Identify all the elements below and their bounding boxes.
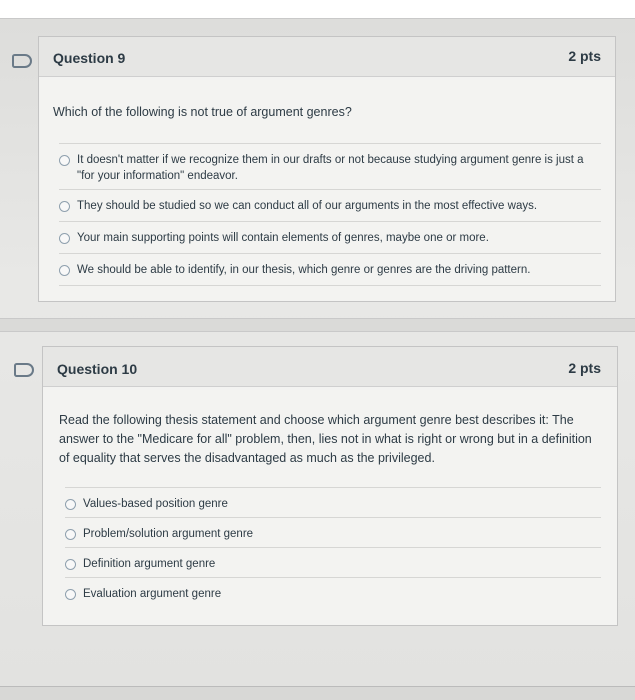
question-9-answer-1[interactable] bbox=[59, 143, 601, 187]
question-10-answer-1[interactable] bbox=[65, 487, 601, 517]
question-10-answer-3[interactable] bbox=[65, 547, 601, 577]
previous-question-edge bbox=[0, 0, 635, 19]
radio-button-icon[interactable] bbox=[59, 201, 70, 212]
question-10-card bbox=[42, 346, 618, 626]
question-9-prompt: Which of the following is not true of argument genres? bbox=[53, 105, 352, 119]
question-9-header bbox=[39, 37, 615, 77]
question-10-points: 2 pts bbox=[568, 360, 601, 376]
radio-button-icon[interactable] bbox=[59, 233, 70, 244]
radio-button-icon[interactable] bbox=[59, 155, 70, 166]
answer-label: Your main supporting points will contain elements of genres, maybe one or more. bbox=[77, 232, 489, 244]
answer-label: Evaluation argument genre bbox=[83, 588, 222, 600]
question-10-answer-2[interactable] bbox=[65, 517, 601, 547]
flag-question-9-icon[interactable] bbox=[12, 54, 32, 68]
question-9-answer-4[interactable] bbox=[59, 253, 601, 285]
radio-button-icon[interactable] bbox=[65, 529, 76, 540]
divider bbox=[59, 285, 601, 286]
answer-label: It doesn't matter if we recognize them in our drafts or not because studying argument genre is just a "for your information" endeavor. bbox=[77, 154, 584, 182]
question-9-points: 2 pts bbox=[568, 48, 601, 64]
radio-button-icon[interactable] bbox=[65, 499, 76, 510]
next-question-edge bbox=[0, 686, 635, 700]
question-separator bbox=[0, 318, 635, 332]
question-9-answer-3[interactable] bbox=[59, 221, 601, 253]
question-10-prompt: Read the following thesis statement and choose which argument genre best describes it: The answer to the "Medicare for all" problem, then, lies not in what is right or wrong but in a definition of equality that serves the disadvantaged as much as the privileged. bbox=[59, 413, 592, 465]
radio-button-icon[interactable] bbox=[65, 589, 76, 600]
answer-label: We should be able to identify, in our thesis, which genre or genres are the driving pattern. bbox=[77, 264, 531, 276]
question-9-card bbox=[38, 36, 616, 302]
flag-question-10-icon[interactable] bbox=[14, 363, 34, 377]
answer-label: Problem/solution argument genre bbox=[83, 528, 254, 540]
answer-label: They should be studied so we can conduct all of our arguments in the most effective ways. bbox=[77, 200, 538, 212]
question-10-answer-4[interactable] bbox=[65, 577, 601, 607]
radio-button-icon[interactable] bbox=[65, 559, 76, 570]
question-10-header bbox=[43, 347, 617, 387]
radio-button-icon[interactable] bbox=[59, 265, 70, 276]
answer-label: Definition argument genre bbox=[83, 558, 216, 570]
question-9-title: Question 9 bbox=[53, 50, 126, 66]
question-9-answer-2[interactable] bbox=[59, 189, 601, 221]
question-10-title: Question 10 bbox=[57, 361, 138, 377]
answer-label: Values-based position genre bbox=[83, 498, 228, 510]
